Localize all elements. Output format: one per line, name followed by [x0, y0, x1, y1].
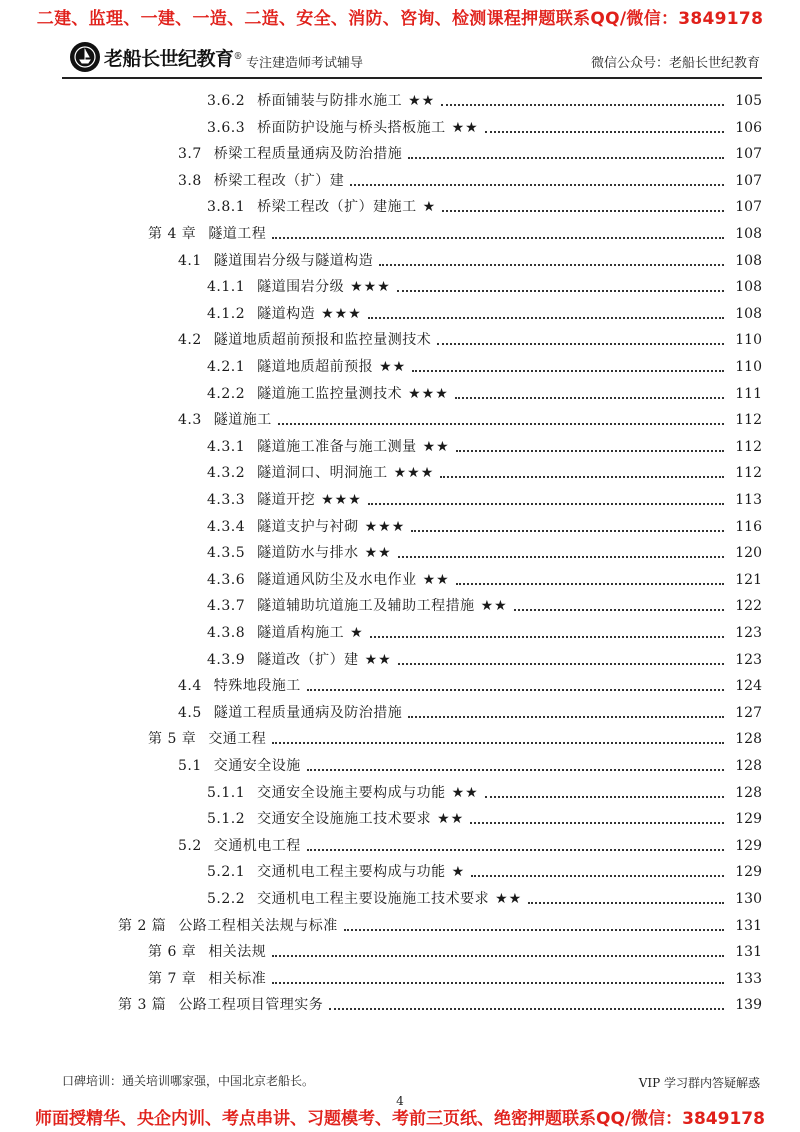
toc-entry: [207, 886, 762, 908]
toc-entry-number: 第 5 章: [148, 731, 197, 748]
registered-mark: ®: [233, 52, 243, 62]
dot-leader: [485, 131, 724, 133]
toc-entry: [178, 248, 762, 270]
toc-entry-number: 4.3.9: [207, 651, 246, 668]
toc-entry-page: 128: [735, 758, 762, 774]
toc-entry-number: 4.3.4: [207, 518, 246, 535]
toc-entry-page: 139: [735, 997, 762, 1014]
toc-entry-number: 4.3.7: [207, 598, 246, 615]
toc-entry-number: 4.3: [178, 412, 202, 429]
toc-entry-title: 隧道施工监控量测技术: [257, 385, 403, 402]
toc-entry-number: 5.2.2: [207, 891, 246, 907]
toc-entry: [207, 647, 762, 669]
toc-entry-title: 相关标准: [208, 970, 267, 987]
toc-entry-page: 116: [735, 518, 762, 535]
dot-leader: [368, 503, 724, 505]
importance-stars: ★★: [495, 891, 523, 907]
page-number: 4: [396, 1094, 404, 1108]
dot-leader: [307, 769, 724, 771]
toc-entry-page: 108: [735, 305, 762, 322]
toc-entry-page: 111: [735, 385, 762, 402]
toc-entry-number: 3.7: [178, 146, 202, 163]
toc-entry-title: 隧道防水与排水: [257, 545, 359, 562]
toc-entry-title: 桥梁工程质量通病及防治措施: [213, 146, 403, 163]
toc-entry: [207, 301, 762, 323]
toc-entry-page: 107: [735, 172, 762, 189]
toc-entry-title: 交通工程: [208, 731, 267, 748]
importance-stars: ★: [422, 199, 437, 216]
toc-entry-page: 129: [735, 837, 762, 854]
toc-entry-page: 112: [735, 438, 762, 455]
top-banner: 二建、监理、一建、一造、二造、安全、消防、咨询、检测课程押题联系QQ/微信：3849178: [36, 9, 764, 29]
toc-entry: [118, 913, 762, 935]
toc-entry: [178, 833, 762, 855]
dot-leader: [408, 157, 724, 159]
header-divider: [62, 77, 762, 79]
toc-entry: [207, 354, 762, 376]
toc-entry: [178, 168, 762, 190]
toc-entry-number: 5.2: [178, 837, 202, 854]
toc-entry: [207, 434, 762, 456]
dot-leader: [307, 689, 724, 691]
toc-entry: [178, 407, 762, 429]
toc-entry: [207, 487, 762, 509]
importance-stars: ★★: [408, 93, 436, 109]
importance-stars: ★★: [451, 119, 479, 136]
dot-leader: [398, 663, 724, 665]
toc-entry-title: 桥面铺装与防排水施工: [257, 93, 403, 109]
dot-leader: [379, 264, 724, 266]
dot-leader: [455, 397, 724, 399]
toc-entry: [148, 966, 762, 988]
toc-entry-number: 5.2.1: [207, 864, 246, 881]
importance-stars: ★★: [364, 545, 392, 562]
toc-entry-number: 第 7 章: [148, 970, 197, 987]
toc-entry-number: 4.1: [178, 252, 202, 269]
importance-stars: ★★: [379, 359, 407, 375]
toc-entry-page: 112: [735, 412, 762, 429]
toc-entry-page: 112: [735, 465, 762, 482]
dot-leader: [412, 370, 724, 372]
toc-entry: [178, 327, 762, 349]
importance-stars: ★★★: [321, 305, 362, 322]
importance-stars: ★★: [451, 784, 479, 801]
dot-leader: [485, 796, 724, 798]
dot-leader: [307, 849, 724, 851]
dot-leader: [278, 423, 724, 425]
toc-entry-page: 110: [735, 359, 762, 375]
importance-stars: ★: [451, 864, 466, 881]
toc-entry-title: 桥梁工程改（扩）建: [213, 172, 345, 189]
dot-leader: [456, 450, 724, 452]
toc-entry: [207, 780, 762, 802]
toc-entry-title: 隧道通风防尘及水电作业: [257, 571, 417, 588]
dot-leader: [272, 742, 724, 744]
toc-entry-number: 5.1.1: [207, 784, 246, 801]
toc-entry-page: 130: [735, 891, 762, 907]
toc-entry-title: 交通安全设施主要构成与功能: [257, 784, 446, 801]
dot-leader: [350, 184, 724, 186]
ship-logo-icon: [70, 42, 100, 72]
toc-entry-title: 交通安全设施施工技术要求: [257, 811, 432, 828]
dot-leader: [368, 317, 724, 319]
importance-stars: ★: [350, 625, 364, 641]
toc-entry-title: 隧道支护与衬砌: [257, 518, 359, 535]
toc-entry: [207, 593, 762, 615]
toc-entry: [207, 194, 762, 216]
toc-entry: [148, 939, 762, 961]
toc-entry-number: 4.3.5: [207, 545, 246, 562]
toc-entry-title: 特殊地段施工: [213, 678, 301, 695]
toc-entry: [148, 726, 762, 748]
toc-entry-number: 3.8.1: [207, 199, 246, 216]
toc-entry-page: 128: [735, 731, 762, 748]
dot-leader: [440, 476, 724, 478]
toc-entry-number: 第 4 章: [148, 226, 197, 242]
toc-entry-page: 124: [735, 678, 762, 695]
toc-entry-page: 129: [735, 811, 762, 828]
dot-leader: [397, 290, 724, 292]
slogan: 专注建造师考试辅导: [246, 56, 364, 71]
toc-entry: [178, 141, 762, 163]
footer-left-note: 口碑培训：通关培训哪家强，中国北京老船长。: [62, 1074, 315, 1088]
toc-entry-page: 108: [735, 226, 762, 242]
toc-entry-number: 4.4: [178, 678, 202, 695]
toc-entry-title: 隧道围岩分级: [257, 279, 345, 296]
dot-leader: [437, 343, 724, 345]
toc-entry-page: 106: [735, 119, 762, 136]
importance-stars: ★★★: [364, 518, 406, 535]
importance-stars: ★★★: [350, 279, 391, 296]
importance-stars: ★★: [437, 811, 465, 828]
importance-stars: ★★: [364, 651, 392, 668]
toc-entry-number: 4.3.8: [207, 625, 246, 641]
toc-entry-number: 第 3 篇: [118, 997, 167, 1014]
toc-entry-title: 公路工程相关法规与标准: [178, 917, 338, 934]
importance-stars: ★★: [480, 598, 508, 615]
toc-entry-page: 131: [735, 917, 762, 934]
toc-entry: [207, 859, 762, 881]
dot-leader: [344, 929, 724, 931]
toc-entry: [148, 221, 762, 243]
footer-right-note: VIP 学习群内答疑解惑: [638, 1076, 760, 1090]
toc-entry-title: 隧道工程: [208, 226, 267, 242]
toc-entry: [207, 115, 762, 137]
dot-leader: [514, 609, 724, 611]
toc-entry-title: 隧道开挖: [257, 492, 316, 508]
dot-leader: [441, 104, 724, 106]
toc-entry-page: 121: [735, 571, 762, 588]
toc-entry-number: 第 2 篇: [118, 917, 167, 934]
logo-text: 老船长世纪教育: [104, 47, 234, 70]
toc-entry-title: 隧道地质超前预报和监控量测技术: [213, 332, 432, 349]
toc-entry-page: 131: [735, 944, 762, 961]
toc-entry-number: 3.6.3: [207, 119, 246, 136]
importance-stars: ★★★: [408, 385, 449, 402]
toc-entry: [207, 381, 762, 403]
toc-entry-number: 5.1.2: [207, 811, 246, 828]
dot-leader: [471, 875, 724, 877]
toc-entry-page: 129: [735, 864, 762, 881]
toc-entry-page: 120: [735, 545, 762, 562]
toc-entry-number: 4.1.1: [207, 279, 246, 296]
toc-entry-title: 隧道地质超前预报: [257, 359, 374, 375]
toc-entry: [178, 753, 762, 775]
page-header: [70, 40, 760, 76]
toc-entry: [118, 992, 762, 1014]
toc-entry-title: 交通安全设施: [213, 758, 301, 774]
dot-leader: [370, 636, 724, 638]
toc-entry: [207, 806, 762, 828]
toc-entry-title: 隧道工程质量通病及防治措施: [213, 704, 403, 721]
toc-entry-page: 123: [735, 651, 762, 668]
dot-leader: [398, 556, 724, 558]
toc-entry-number: 4.2.2: [207, 385, 246, 402]
toc-entry: [207, 274, 762, 296]
toc-entry-number: 4.3.3: [207, 492, 246, 508]
toc-entry-number: 4.3.1: [207, 438, 246, 455]
toc-entry-page: 105: [735, 93, 762, 109]
toc-entry-page: 122: [735, 598, 762, 615]
dot-leader: [411, 530, 724, 532]
toc-entry: [207, 88, 762, 110]
toc-entry-number: 3.8: [178, 172, 202, 189]
toc-entry-title: 公路工程项目管理实务: [178, 997, 324, 1014]
toc-entry-page: 127: [735, 704, 762, 721]
dot-leader: [470, 822, 724, 824]
bottom-banner: 师面授精华、央企内训、考点串讲、习题模考、考前三页纸、绝密押题联系QQ/微信：3849178: [35, 1109, 765, 1129]
dot-leader: [442, 210, 724, 212]
toc-entry-number: 3.6.2: [207, 93, 246, 109]
toc-entry-page: 107: [735, 146, 762, 163]
toc-entry: [178, 700, 762, 722]
toc-entry-number: 第 6 章: [148, 944, 197, 961]
toc-entry: [207, 460, 762, 482]
toc-entry: [207, 567, 762, 589]
toc-entry-page: 107: [735, 199, 762, 216]
dot-leader: [329, 1008, 724, 1010]
toc-entry-number: 4.5: [178, 704, 202, 721]
toc-entry-page: 108: [735, 279, 762, 296]
toc-entry-page: 108: [735, 252, 762, 269]
wechat-account: 微信公众号：老船长世纪教育: [590, 56, 760, 71]
toc-entry-title: 隧道洞口、明洞施工: [257, 465, 388, 482]
toc-entry-title: 桥梁工程改（扩）建施工: [257, 199, 417, 216]
toc-entry: [207, 620, 762, 642]
toc-entry-title: 隧道辅助坑道施工及辅助工程措施: [257, 598, 475, 615]
importance-stars: ★★: [422, 571, 450, 588]
toc-entry-title: 隧道施工: [213, 412, 272, 429]
toc-entry-number: 4.1.2: [207, 305, 246, 322]
toc-entry-title: 隧道施工准备与施工测量: [257, 438, 417, 455]
toc-entry-title: 相关法规: [208, 944, 267, 961]
toc-entry-page: 133: [735, 970, 762, 987]
dot-leader: [272, 237, 724, 239]
toc-entry-number: 4.2.1: [207, 359, 246, 375]
dot-leader: [528, 902, 724, 904]
dot-leader: [456, 583, 724, 585]
toc-entry-title: 交通机电工程: [213, 837, 301, 854]
toc-entry-page: 123: [735, 625, 762, 641]
toc-entry-page: 128: [735, 784, 762, 801]
toc-entry-title: 隧道改（扩）建: [257, 651, 359, 668]
toc-entry-title: 隧道构造: [257, 305, 316, 322]
importance-stars: ★★: [422, 438, 450, 455]
toc-entry-title: 桥面防护设施与桥头搭板施工: [257, 119, 446, 136]
toc-entry-title: 隧道围岩分级与隧道构造: [213, 252, 374, 269]
dot-leader: [408, 716, 724, 718]
dot-leader: [272, 982, 724, 984]
logo: [70, 42, 243, 72]
dot-leader: [272, 955, 724, 957]
toc-entry: [207, 540, 762, 562]
toc-entry-page: 113: [735, 492, 762, 508]
importance-stars: ★★★: [393, 465, 435, 482]
toc-entry-title: 交通机电工程主要构成与功能: [257, 864, 446, 881]
toc-entry-number: 4.2: [178, 332, 202, 349]
toc-entry-number: 5.1: [178, 758, 202, 774]
toc-entry-number: 4.3.6: [207, 571, 246, 588]
toc-entry: [207, 514, 762, 536]
toc-entry-title: 隧道盾构施工: [257, 625, 345, 641]
toc-entry-number: 4.3.2: [207, 465, 246, 482]
toc-entry: [178, 673, 762, 695]
toc-entry-page: 110: [735, 332, 762, 349]
toc-entry-title: 交通机电工程主要设施施工技术要求: [257, 891, 490, 907]
importance-stars: ★★★: [321, 492, 362, 508]
